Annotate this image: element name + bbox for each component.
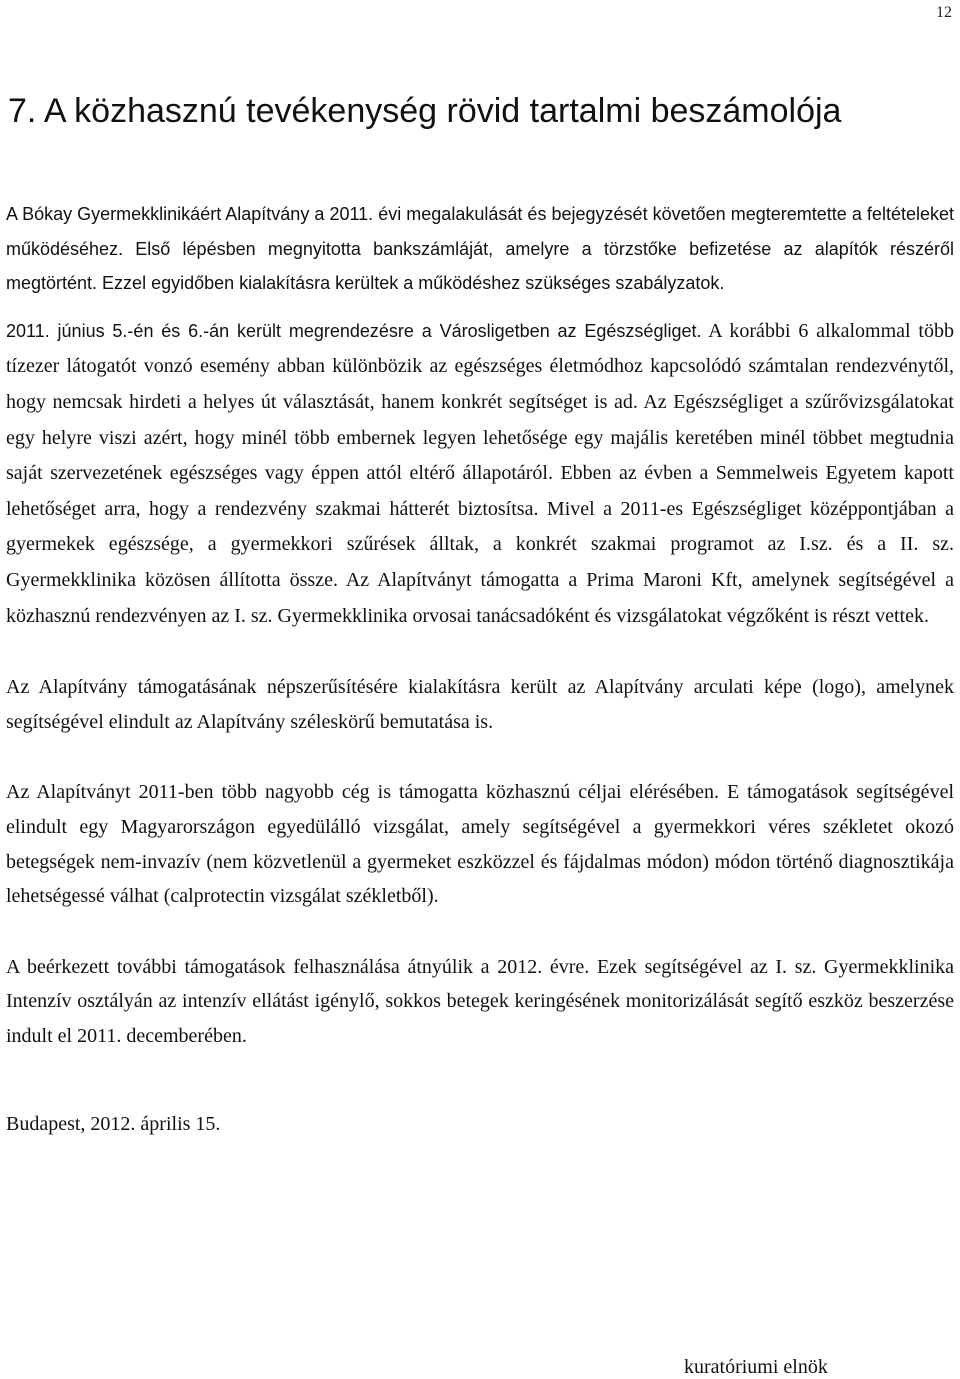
page-number: 12	[936, 4, 952, 21]
signature-title: kuratóriumi elnök	[684, 1356, 828, 1378]
paragraph-further-support: A beérkezett további támogatások felhasználása átnyúlik a 2012. évre. Ezek segítségével az I. sz. Gyermekklinika Intenzív osztályán az intenzív ellátást igénylő, sokkos betegek keringésének monitorizálását segítő eszköz beszerzése indult el 2011. decemberében.	[6, 955, 954, 1047]
section-heading: 7. A közhasznú tevékenység rövid tartalmi beszámolója	[8, 92, 842, 130]
paragraph-egeszsegliget-body: A korábbi 6 alkalommal több tízezer látogatót vonzó esemény abban különbözik az egészséges életmódhoz kapcsolódó számtalan rendezvénytől, hogy nemcsak hirdeti a helyes út választását, hanem konkrét segítséget is ad. Az Egészségliget a szűrővizsgálatokat egy helyre viszi azért, hogy minél több embernek legyen lehetősége egy majális keretében minél többet megtudnia saját szervezetének egészséges vagy éppen attól eltérő állapotáról. Ebben az évben a Semmelweis Egyetem kapott lehetőséget arra, hogy a rendezvény szakmai hátterét biztosítsa. Mivel a 2011-es Egészségliget középpontjában a gyermekek egészsége, a gyermekkori szűrések álltak, a konkrét szakmai programot az I.sz. és a II. sz. Gyermekklinika közösen állította össze. Az Alapítványt támogatta a Prima Maroni Kft, amelynek segítségével a közhasznú rendezvényen az I. sz. Gyermekklinika orvosai tanácsadóként és vizsgálatokat végzőként is részt vettek.	[6, 319, 954, 627]
paragraph-calprotectin: Az Alapítványt 2011-ben több nagyobb cég is támogatta közhasznú céljai elérésében. E támogatások segítségével elindult egy Magyarországon egyedülálló vizsgálat, amely segítségével a gyermekkori véres székletet okozó betegségek nem-invazív (nem közvetlenül a gyermeket eszközzel és fájdalmas módon) módon történő diagnosztikája lehetségessé válhat (calprotectin vizsgálat székletből).	[6, 781, 954, 908]
document-body	[6, 197, 954, 1142]
paragraph-egeszsegliget	[6, 314, 954, 634]
paragraph-founding: A Bókay Gyermekklinikáért Alapítvány a 2011. évi megalakulását és bejegyzését követően megteremtette a feltételeket működéséhez. Első lépésben megnyitotta bankszámláját, amelyre a törzstőke befizetése az alapítók részéről megtörtént. Ezzel egyidőben kialakításra kerültek a működéshez szükséges szabályzatok.	[6, 204, 954, 294]
paragraph-logo: Az Alapítvány támogatásának népszerűsítésére kialakításra került az Alapítvány arculati képe (logo), amelynek segítségével elindult az Alapítvány széleskörű bemutatása is.	[6, 676, 954, 733]
date-line: Budapest, 2012. április 15.	[6, 1113, 221, 1136]
paragraph-egeszsegliget-intro: 2011. június 5.-én és 6.-án került megrendezésre a Városligetben az Egészségliget.	[6, 320, 702, 341]
